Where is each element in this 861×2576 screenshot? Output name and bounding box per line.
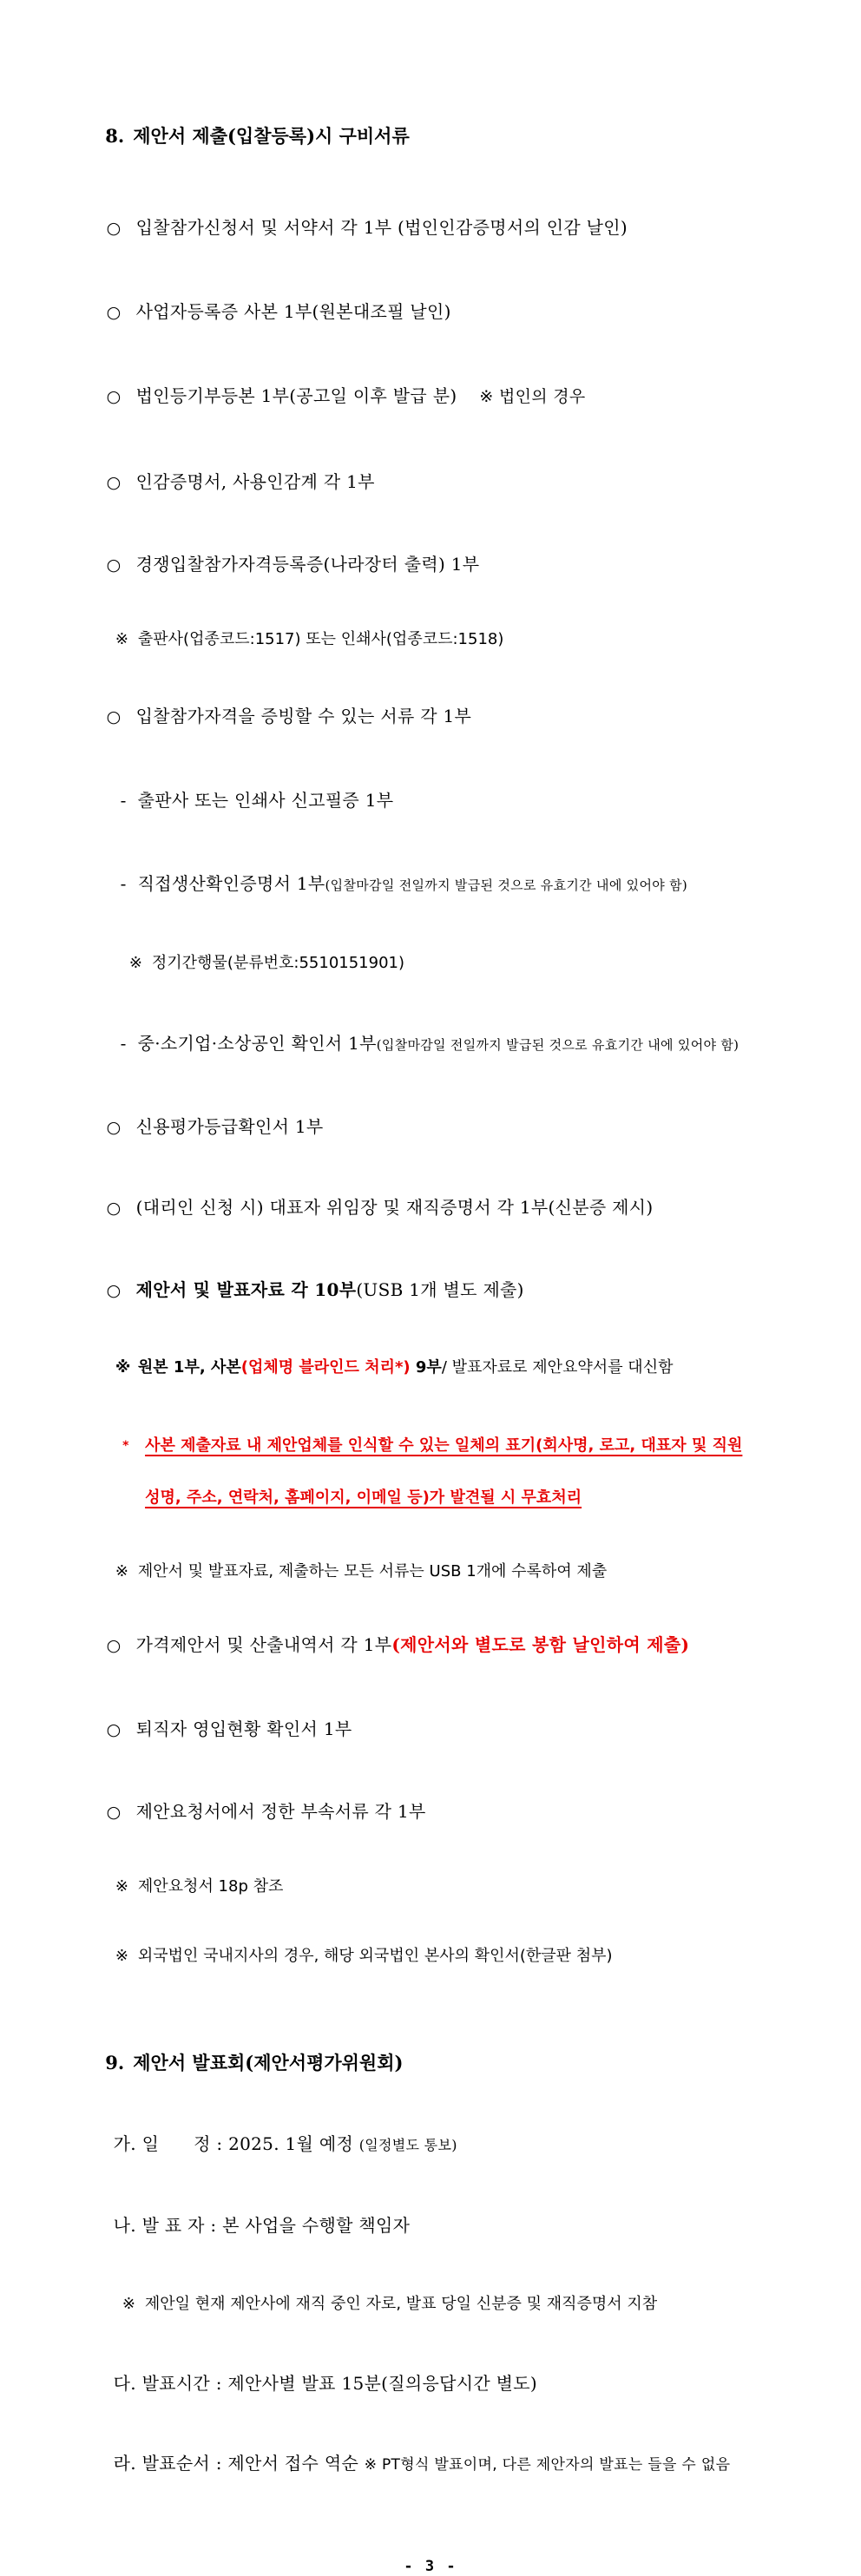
circle-bullet: ○ [106, 473, 122, 492]
reference-mark: ※ [115, 630, 128, 648]
circle-bullet: ○ [106, 707, 122, 726]
sub-item-text: 출판사 또는 인쇄사 신고필증 1부 [137, 790, 394, 811]
red-warning [0, 1407, 861, 1537]
note-text: 제안서 및 발표자료, 제출하는 모든 서류는 USB 1개에 수록하여 제출 [137, 1562, 608, 1580]
duration-text: 다. 발표시간 : 제안사별 발표 15분(질의응답시간 별도) [113, 2373, 537, 2394]
list-item-text: 퇴직자 영입현황 확인서 1부 [135, 1718, 352, 1739]
warning-line-1: 사본 제출자료 내 제안업체를 인식할 수 있는 일체의 표기(회사명, 로고, 대표자 및 직원 [145, 1436, 743, 1455]
list-item [0, 1171, 861, 1245]
note-text: 제안일 현재 제안사에 재직 중인 자로, 발표 당일 신분증 및 재직증명서 지참 [144, 2295, 658, 2313]
list-item [0, 680, 861, 753]
circle-bullet: ○ [106, 1720, 122, 1739]
list-item-text: 제안요청서에서 정한 부속서류 각 1부 [135, 1801, 426, 1822]
circle-bullet: ○ [106, 387, 122, 406]
circle-bullet: ○ [106, 303, 122, 322]
list-item-text: 입찰참가자격을 증빙할 수 있는 서류 각 1부 [135, 706, 472, 726]
reference-mark: ※ [115, 1358, 131, 1377]
presenter-text: 나. 발 표 자 : 본 사업을 수행할 책임자 [113, 2215, 411, 2236]
schedule-item [0, 2107, 861, 2182]
list-item-text: (대리인 신청 시) 대표자 위임장 및 재직증명서 각 1부(신분증 제시) [135, 1197, 654, 1218]
schedule-text: 가. 일 정 : 2025. 1월 예정 [113, 2133, 359, 2154]
section-8-heading [0, 97, 861, 175]
presenter-item [0, 2189, 861, 2262]
section-title: 제안서 제출(입찰등록)시 구비서류 [133, 125, 410, 147]
list-item [0, 1608, 861, 1682]
circle-bullet: ○ [106, 555, 122, 575]
note-text-red: (업체명 블라인드 처리*) [240, 1358, 411, 1377]
list-item [0, 1090, 861, 1164]
list-item-text: 법인등기부등본 1부(공고일 이후 발급 분) [135, 385, 457, 406]
nested-reference-note [0, 932, 861, 995]
asterisk-marker: * [122, 1439, 129, 1453]
dash-bullet: - [120, 1033, 127, 1054]
order-note: ※ PT형식 발표이며, 다른 제안자의 발표는 들을 수 없음 [364, 2456, 731, 2474]
list-item-text: 사업자등록증 사본 1부(원본대조필 날인) [135, 301, 451, 322]
list-item-text: 가격제안서 및 산출내역서 각 1부 [135, 1634, 392, 1655]
order-text: 라. 발표순서 : 제안서 접수 역순 [113, 2453, 365, 2474]
dash-bullet: - [120, 873, 127, 894]
reference-note [0, 2270, 861, 2338]
dash-bullet: - [120, 790, 127, 811]
reference-mark: ※ [115, 1877, 128, 1896]
list-item-text: 신용평가등급확인서 1부 [135, 1116, 324, 1137]
side-note: ※ 법인의 경우 [479, 387, 586, 406]
reference-note [0, 1541, 861, 1603]
list-item [0, 1253, 861, 1327]
list-item [0, 275, 861, 349]
list-item-text: 경쟁입찰참가자격등록증(나라장터 출력) 1부 [135, 554, 480, 575]
sub-item-detail: (입찰마감일 전일까지 발급된 것으로 유효기간 내에 있어야 함) [325, 877, 688, 893]
section-number: 9. [105, 2052, 125, 2073]
circle-bullet: ○ [106, 1199, 122, 1218]
section-number: 8. [105, 125, 125, 147]
note-text: / 발표자료로 제안요약서를 대신함 [441, 1358, 674, 1377]
circle-bullet: ○ [106, 1803, 122, 1822]
note-text-bold: 원본 1부, 사본 [137, 1358, 241, 1377]
section-9-heading [0, 2024, 861, 2102]
reference-mark: ※ [115, 1562, 128, 1580]
copies-note [0, 1334, 861, 1402]
duration-item [0, 2347, 861, 2420]
reference-note [0, 1856, 861, 1918]
sub-list-item [0, 764, 861, 837]
sub-item-text: 직접생산확인증명서 1부 [137, 873, 325, 894]
section-title: 제안서 발표회(제안서평가위원회) [133, 2052, 404, 2073]
circle-bullet: ○ [106, 1636, 122, 1655]
warning-line-2: 성명, 주소, 연락처, 홈페이지, 이메일 등)가 발견될 시 무효처리 [145, 1488, 582, 1507]
list-item [0, 1775, 861, 1849]
document-page [0, 97, 861, 2575]
reference-note [0, 1925, 861, 1988]
page-number: - 3 - [404, 2558, 457, 2575]
reference-mark: ※ [122, 2295, 135, 2313]
list-item-text-red: (제안서와 별도로 봉함 날인하여 제출) [391, 1634, 690, 1655]
note-text-bold: 9부 [410, 1358, 442, 1377]
list-item [0, 528, 861, 601]
sub-item-text: 중·소기업·소상공인 확인서 1부 [137, 1033, 377, 1054]
list-item [0, 1692, 861, 1766]
sub-list-item [0, 1007, 861, 1081]
circle-bullet: ○ [106, 1281, 122, 1300]
list-item-text-bold: 제안서 및 발표자료 각 10부 [135, 1279, 357, 1300]
note-text: 출판사(업종코드:1517) 또는 인쇄사(업종코드:1518) [137, 630, 504, 648]
order-item [0, 2427, 861, 2501]
schedule-detail: (일정별도 통보) [358, 2137, 457, 2153]
reference-mark: ※ [115, 1947, 128, 1965]
list-item [0, 191, 861, 265]
list-item-text: (USB 1개 별도 제출) [356, 1279, 524, 1300]
warning-indent [122, 1485, 145, 1511]
circle-bullet: ○ [106, 219, 122, 238]
sub-item-detail: (입찰마감일 전일까지 발급된 것으로 유효기간 내에 있어야 함) [376, 1037, 739, 1053]
circle-bullet: ○ [106, 1118, 122, 1137]
note-text: 외국법인 국내지사의 경우, 해당 외국법인 본사의 확인서(한글판 첨부) [137, 1947, 613, 1965]
list-item [0, 445, 861, 519]
reference-mark: ※ [128, 954, 142, 972]
list-item-text: 입찰참가신청서 및 서약서 각 1부 (법인인감증명서의 인감 날인) [135, 217, 628, 238]
list-item-text: 인감증명서, 사용인감계 각 1부 [135, 471, 375, 492]
note-text: 제안요청서 18p 참조 [137, 1877, 284, 1896]
reference-note [0, 608, 861, 671]
sub-list-item [0, 847, 861, 922]
list-item [0, 359, 861, 433]
note-text: 정기간행물(분류번호:5510151901) [151, 954, 405, 972]
